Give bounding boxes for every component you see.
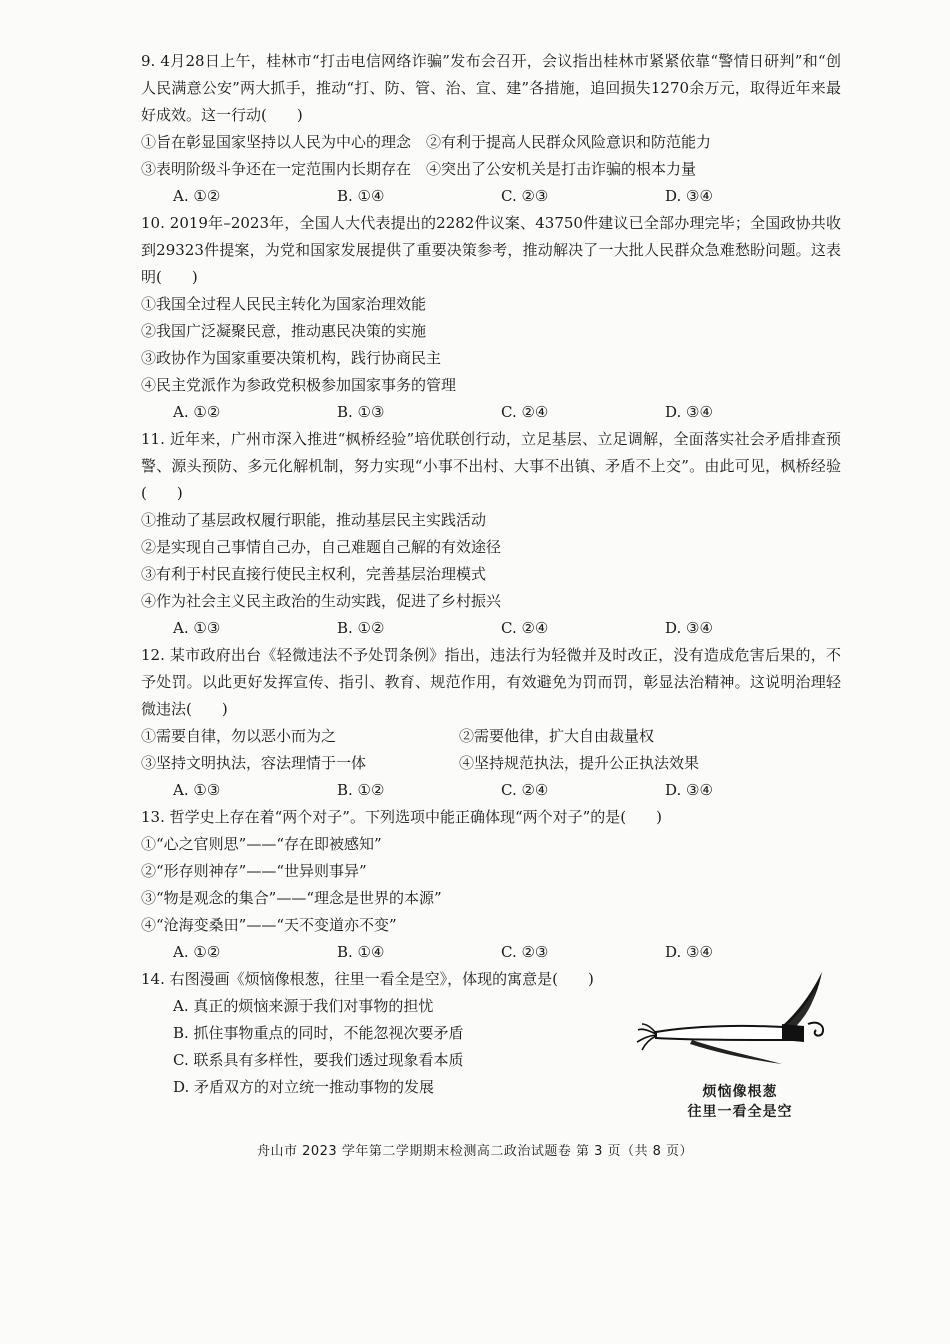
question-9-statement-3-4	[141, 156, 841, 183]
question-13-stem: 13. 哲学史上存在着“两个对子”。下列选项中能正确体现“两个对子”的是( )	[141, 808, 663, 826]
statement: ②有利于提高人民群众风险意识和防范能力	[426, 133, 712, 151]
question-10-choices	[141, 399, 841, 426]
choice-a[interactable]: A. ①③	[173, 781, 221, 799]
choice-c[interactable]: C. ②④	[501, 403, 549, 421]
statement: ④民主党派作为参政党积极参加国家事务的管理	[141, 376, 457, 394]
choice-c[interactable]: C. 联系具有多样性，要我们透过现象看本质	[173, 1051, 464, 1069]
statement: ①旨在彰显国家坚持以人民为中心的理念	[141, 133, 412, 151]
question-9	[141, 48, 841, 210]
scallion-leaf	[690, 1040, 782, 1064]
cartoon-caption	[670, 1082, 810, 1122]
choice-d[interactable]: D. ③④	[665, 781, 713, 799]
choice-c[interactable]: C. ②③	[501, 943, 549, 961]
scallion-stalk	[656, 1026, 800, 1040]
statement: ①我国全过程人民民主转化为国家治理效能	[141, 295, 427, 313]
question-9-choices	[141, 183, 841, 210]
choice-a[interactable]: A. ①②	[173, 403, 221, 421]
statement: ④坚持规范执法，提升公正执法效果	[459, 754, 700, 772]
choice-a[interactable]: A. ①②	[173, 187, 221, 205]
choice-d[interactable]: D. ③④	[665, 619, 713, 637]
choice-d[interactable]: D. ③④	[665, 943, 713, 961]
statement: ④作为社会主义民主政治的生动实践，促进了乡村振兴	[141, 592, 502, 610]
choice-d[interactable]: D. ③④	[665, 403, 713, 421]
statement: ③“物是观念的集合”——“理念是世界的本源”	[141, 889, 442, 907]
choice-c[interactable]: C. ②③	[501, 187, 549, 205]
question-10-stem: 10. 2019年–2023年，全国人大代表提出的2282件议案、43750件建议已全部办理完毕；全国政协共收到29323件提案，为党和国家发展提供了重要决策参考，推动解决了一大批人民群众急难愁盼问题。这表明( )	[141, 214, 841, 286]
choice-b[interactable]: B. 抓住事物重点的同时，不能忽视次要矛盾	[173, 1024, 464, 1042]
statement: ①“心之官则思”——“存在即被感知”	[141, 835, 382, 853]
scallion-stalk-band	[782, 1024, 804, 1042]
question-13-choices	[141, 939, 841, 966]
question-9-stem: 9. 4月28日上午，桂林市“打击电信网络诈骗”发布会召开，会议指出桂林市紧紧依靠“警情日研判”和“创人民满意公安”两大抓手，推动“打、防、管、治、宣、建”各措施，追回损失1270余万元，取得近年来最好成效。这一行动( )	[141, 52, 841, 124]
choice-b[interactable]: B. ①④	[337, 943, 385, 961]
statement: ③坚持文明执法，容法理情于一体	[141, 754, 367, 772]
question-11	[141, 426, 841, 642]
question-12-choices	[141, 777, 841, 804]
statement: ④突出了公安机关是打击诈骗的根本力量	[426, 160, 697, 178]
caption-line: 往里一看全是空	[687, 1104, 793, 1120]
question-12-stem: 12. 某市政府出台《轻微违法不予处罚条例》指出，违法行为轻微并及时改正，没有造成危害后果的，不予处罚。以此更好发挥宣传、指引、教育、规范作用，有效避免为罚而罚，彰显法治精神。这说明治理轻微违法( )	[141, 646, 841, 718]
statement: ①推动了基层政权履行职能，推动基层民主实践活动	[141, 511, 487, 529]
choice-c[interactable]: C. ②④	[501, 781, 549, 799]
scallion-tip	[808, 1023, 823, 1036]
question-13	[141, 804, 841, 966]
choice-a[interactable]: A. 真正的烦恼来源于我们对事物的担忧	[173, 997, 434, 1015]
scallion-leaf	[782, 972, 822, 1030]
choice-d[interactable]: D. ③④	[665, 187, 713, 205]
question-11-choices	[141, 615, 841, 642]
choice-c[interactable]: C. ②④	[501, 619, 549, 637]
question-12	[141, 642, 841, 804]
choice-b[interactable]: B. ①②	[337, 781, 385, 799]
choice-a[interactable]: A. ①②	[173, 943, 221, 961]
caption-line: 烦恼像根葱	[702, 1084, 778, 1100]
choice-b[interactable]: B. ①④	[337, 187, 385, 205]
choice-a[interactable]: A. ①③	[173, 619, 221, 637]
statement: ②需要他律，扩大自由裁量权	[459, 727, 655, 745]
question-list	[141, 48, 841, 1101]
question-10	[141, 210, 841, 426]
choice-d[interactable]: D. 矛盾双方的对立统一推动事物的发展	[173, 1078, 435, 1096]
question-12-statement-1-2	[141, 723, 841, 750]
statement: ②是实现自己事情自己办，自己难题自己解的有效途径	[141, 538, 502, 556]
question-12-statement-3-4	[141, 750, 841, 777]
statement: ②我国广泛凝聚民意，推动惠民决策的实施	[141, 322, 427, 340]
page-footer: 舟山市 2023 学年第二学期期末检测高二政治试题卷 第 3 页（共 8 页）	[256, 1144, 694, 1159]
question-11-stem: 11. 近年来，广州市深入推进“枫桥经验”培优联创行动，立足基层、立足调解，全面落实社会矛盾排查预警、源头预防、多元化解机制，努力实现“小事不出村、大事不出镇、矛盾不上交”。由此可见，枫桥经验( )	[141, 430, 841, 502]
statement: ③表明阶级斗争还在一定范围内长期存在	[141, 160, 412, 178]
choice-b[interactable]: B. ①②	[337, 619, 385, 637]
statement: ②“形存则神存”——“世异则事异”	[141, 862, 367, 880]
choice-b[interactable]: B. ①③	[337, 403, 385, 421]
statement: ①需要自律，勿以恶小而为之	[141, 727, 337, 745]
statement: ④“沧海变桑田”——“天不变道亦不变”	[141, 916, 397, 934]
scallion-roots	[637, 1024, 656, 1050]
question-9-statement-1-2	[141, 129, 841, 156]
question-14-stem: 14. 右图漫画《烦恼像根葱，往里一看全是空》，体现的寓意是( )	[141, 970, 594, 988]
statement: ③有利于村民直接行使民主权利，完善基层治理模式	[141, 565, 487, 583]
statement: ③政协作为国家重要决策机构，践行协商民主	[141, 349, 442, 367]
